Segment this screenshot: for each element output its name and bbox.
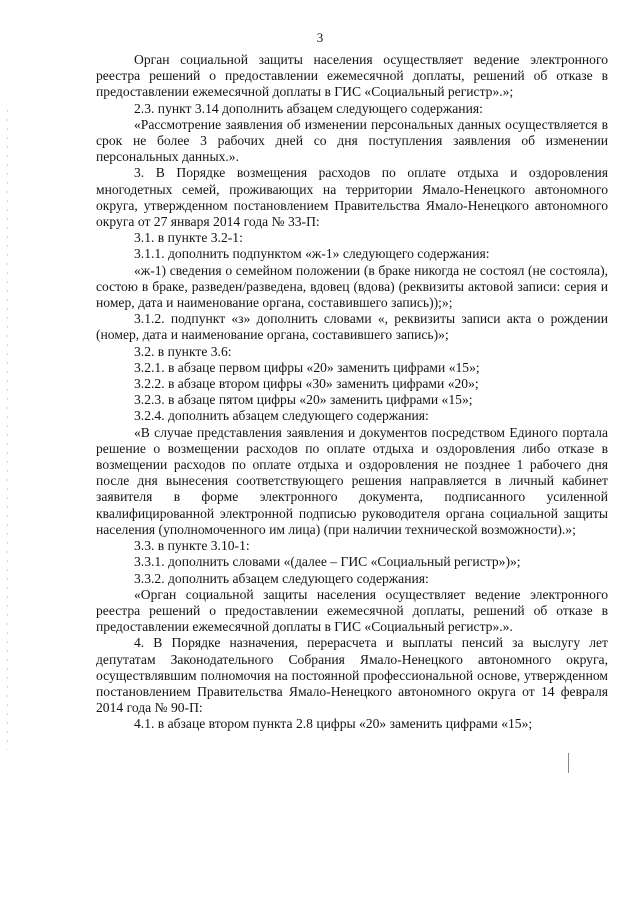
paragraph: 3.1.2. подпункт «з» дополнить словами «, реквизиты записи акта о рождении (номер, дата и наименование органа, составившего запись)»;	[96, 311, 608, 343]
scan-margin-artifact	[7, 110, 8, 750]
paragraph: 4.1. в абзаце втором пункта 2.8 цифры «20» заменить цифрами «15»;	[134, 716, 533, 732]
paragraph: «В случае представления заявления и документов посредством Единого портала решение о возмещении расходов по оплате отдыха и оздоровления либо отказе в возмещении расходов по оплате отдыха и оздоровления не позднее 1 рабочего дня после дня вынесения соответствующего решения направляется в личный кабинет заявителя в форме электронного документа, подписанного усиленной квалифицированной электронной подписью руководителя органа социальной защиты населения (уполномоченного им лица) (при наличии технической возможности).»;	[96, 424, 608, 537]
paragraph: 3. В Порядке возмещения расходов по оплате отдыха и оздоровления многодетных семей, проживающих на территории Ямало-Ненецкого автономного округа, утвержденном постановлением Правительства Ямало-Ненецкого автономного округа от 27 января 2014 года № 33-П:	[96, 165, 608, 230]
scan-mark	[568, 753, 569, 773]
paragraph: 3.2. в пункте 3.6:	[134, 343, 232, 359]
paragraph: Орган социальной защиты населения осуществляет ведение электронного реестра решений о предоставлении ежемесячной доплаты, решений об отказе в предоставлении ежемесячной доплаты в ГИС «Социальный регистр».»;	[96, 52, 608, 100]
paragraph: 4. В Порядке назначения, перерасчета и выплаты пенсий за выслугу лет депутатам Законодательного Собрания Ямало-Ненецкого автономного округа, осуществлявшим полномочия на постоянной профессиональной основе, утвержденном постановлением Правительства Ямало-Ненецкого автономного округа от 14 февраля 2014 года № 90-П:	[96, 635, 608, 716]
paragraph: 3.3.2. дополнить абзацем следующего содержания:	[134, 570, 429, 586]
paragraph: «Рассмотрение заявления об изменении персональных данных осуществляется в срок не более 3 рабочих дней со дня поступления заявления об изменении персональных данных.».	[96, 116, 608, 165]
paragraph: 3.2.1. в абзаце первом цифры «20» заменить цифрами «15»;	[134, 359, 480, 375]
paragraph: 3.1. в пункте 3.2-1:	[134, 230, 243, 246]
paragraph: 3.3.1. дополнить словами «(далее – ГИС «Социальный регистр»)»;	[134, 554, 521, 570]
paragraph: 3.3. в пункте 3.10-1:	[134, 538, 250, 554]
paragraph: 3.2.4. дополнить абзацем следующего содержания:	[134, 408, 429, 424]
paragraph: 3.1.1. дополнить подпунктом «ж-1» следующего содержания:	[134, 246, 490, 262]
paragraph: «Орган социальной защиты населения осуществляет ведение электронного реестра решений о предоставлении ежемесячной доплаты, решений об отказе в предоставлении ежемесячной доплаты в ГИС «Социальный регистр».».	[96, 586, 608, 635]
paragraph: «ж-1) сведения о семейном положении (в браке никогда не состоял (не состояла), состою в браке, разведен/разведена, вдовец (вдова) (реквизиты актовой записи: серия и номер, дата и наименование органа, составившего запись));»;	[96, 262, 608, 311]
paragraph: 3.2.3. в абзаце пятом цифры «20» заменить цифрами «15»;	[134, 392, 473, 408]
paragraph: 2.3. пункт 3.14 дополнить абзацем следующего содержания:	[134, 100, 483, 116]
document-body	[96, 52, 608, 733]
paragraph: 3.2.2. в абзаце втором цифры «30» заменить цифрами «20»;	[134, 376, 479, 392]
page-number: 3	[316, 30, 324, 45]
